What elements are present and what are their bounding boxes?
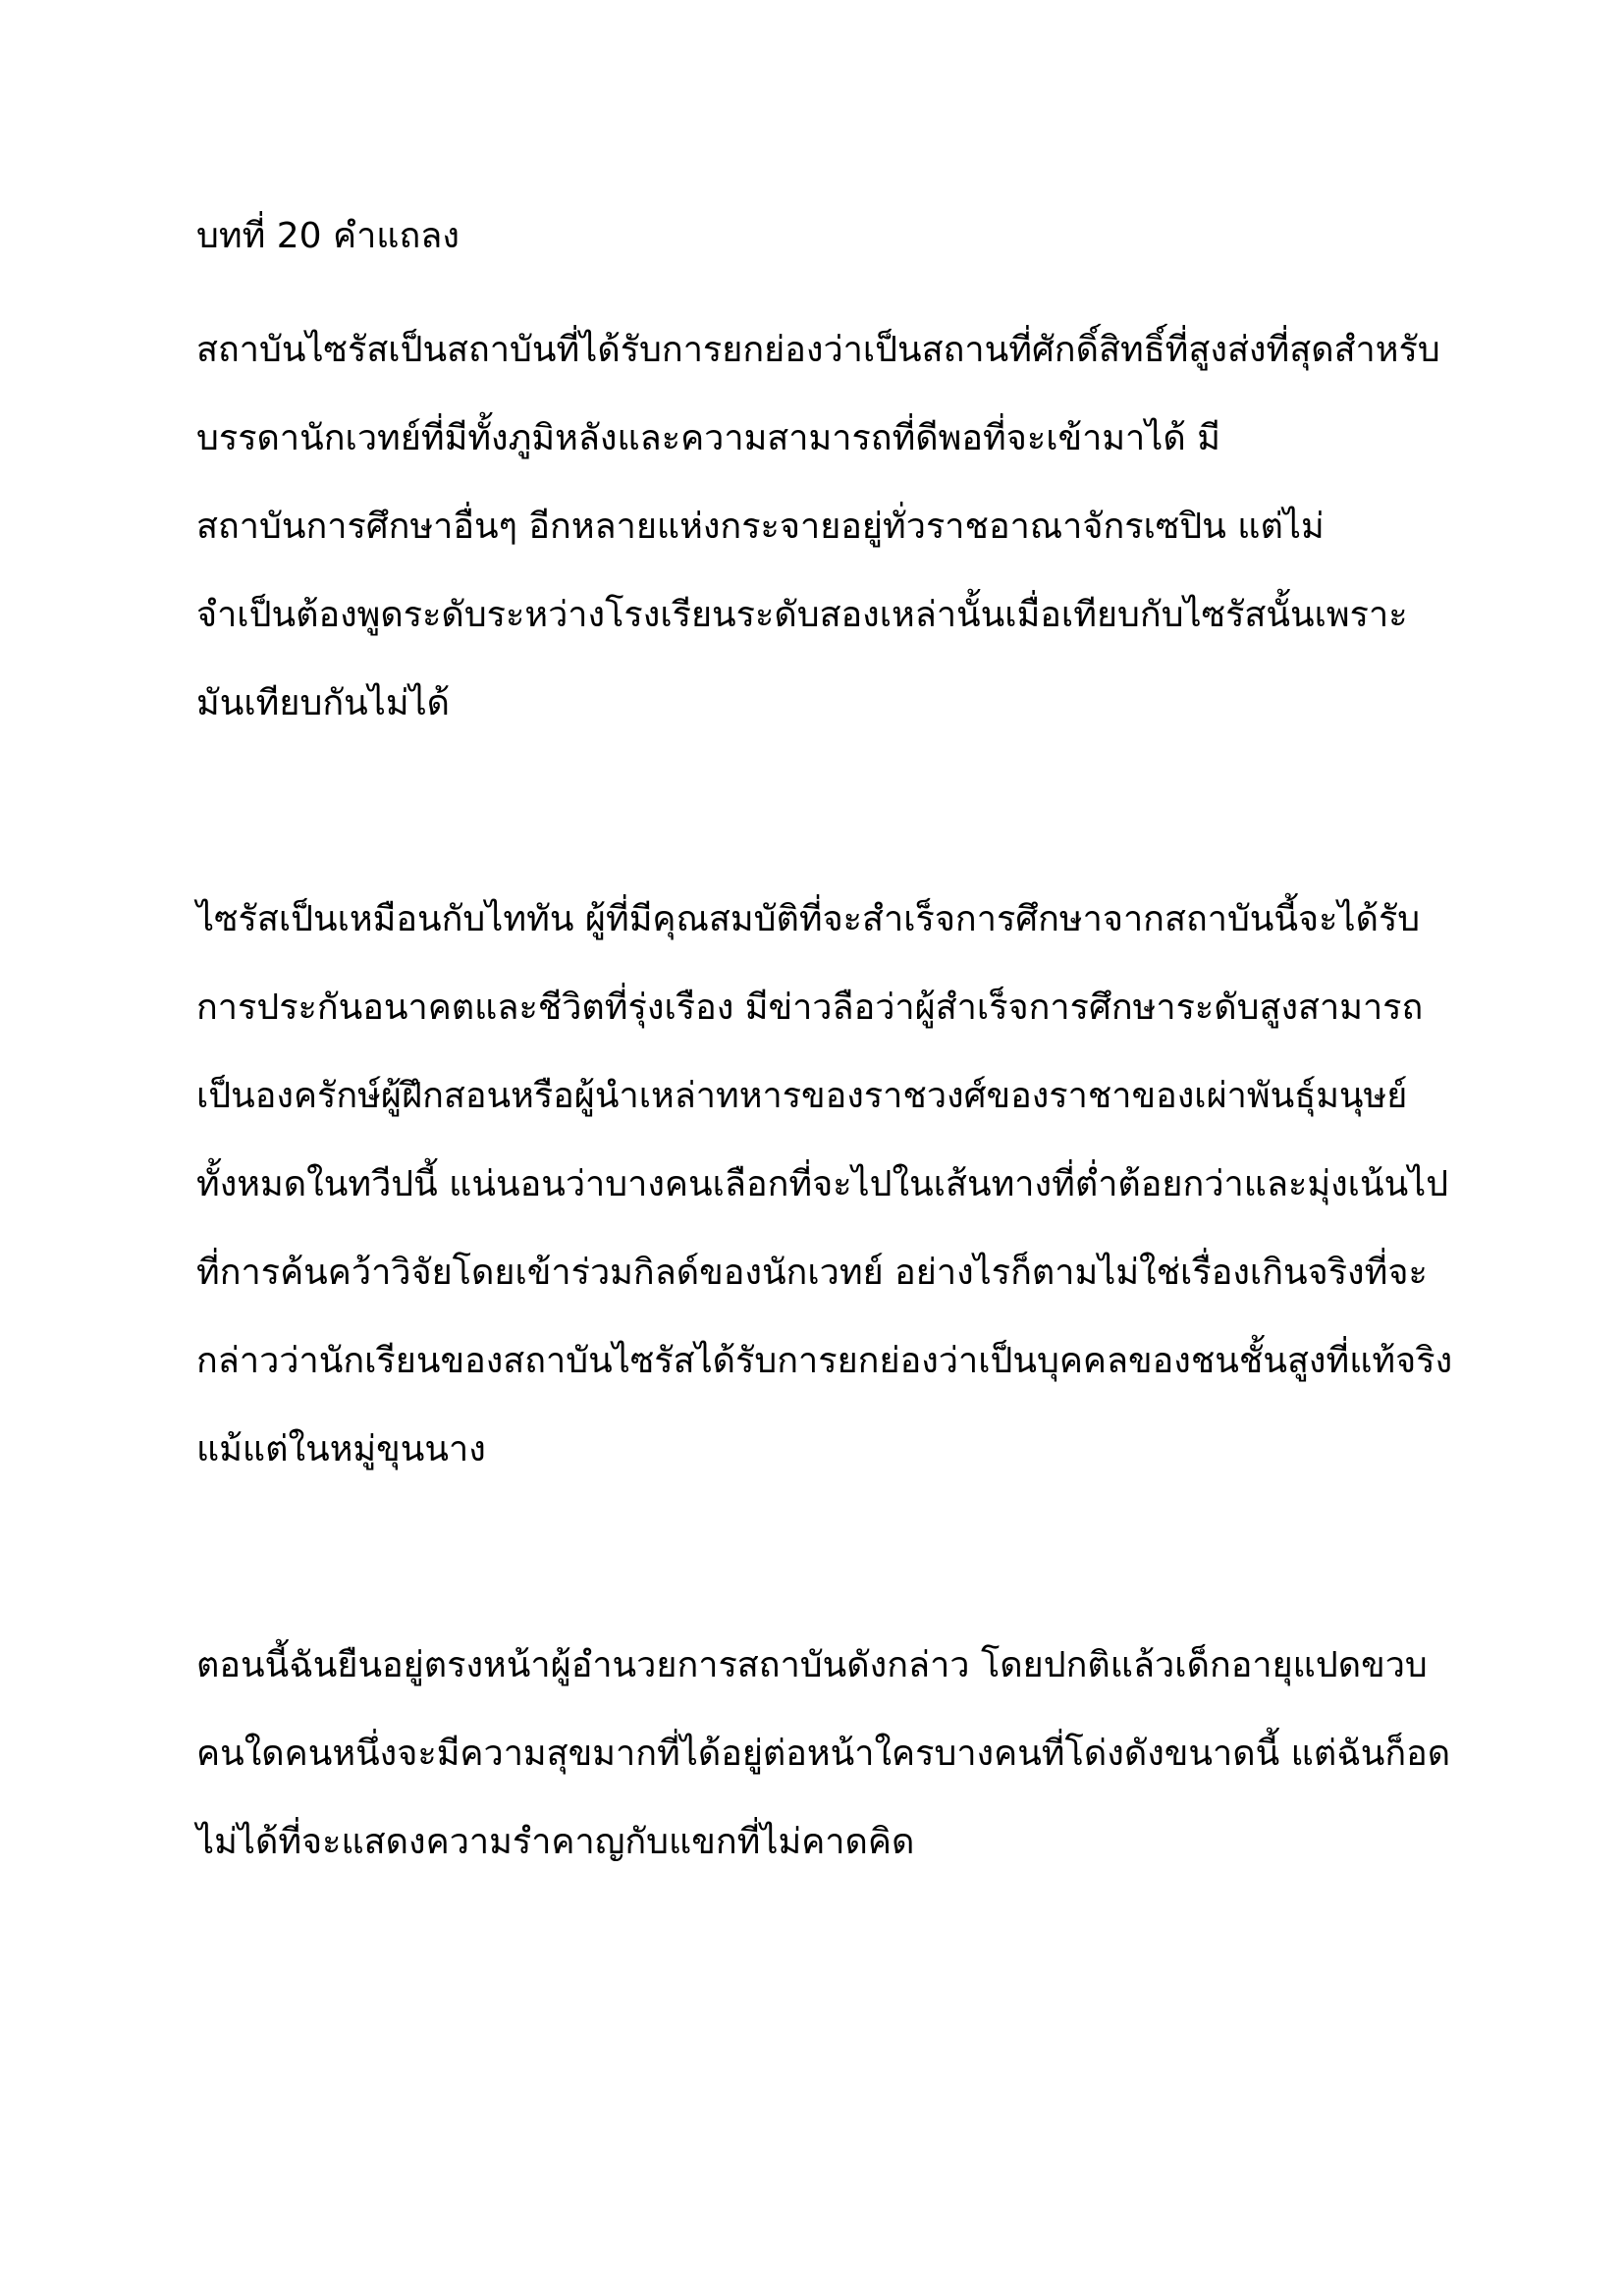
paragraph-line: ตอนนี้ฉันยืนอยู่ตรงหน้าผู้อำนวยการสถาบันดังกล่าว โดยปกติแล้วเด็กอายุแปดขวบ: [196, 1645, 1428, 1685]
paragraph-line: ที่การค้นคว้าวิจัยโดยเข้าร่วมกิลด์ของนักเวทย์ อย่างไรก็ตามไม่ใช่เรื่องเกินจริงที่จะ: [196, 1253, 1428, 1293]
paragraph-line: มันเทียบกันไม่ได้: [196, 683, 451, 723]
paragraph-line: ไม่ได้ที่จะแสดงความรำคาญกับแขกที่ไม่คาดคิด: [196, 1822, 915, 1862]
chapter-title: บทที่ 20 คำแถลง: [196, 216, 460, 256]
paragraph-line: แม้แต่ในหมู่ขุนนาง: [196, 1429, 486, 1469]
paragraph-line: ไซรัสเป็นเหมือนกับไททัน ผู้ที่มีคุณสมบัติที่จะสำเร็จการศึกษาจากสถาบันนี้จะได้รับ: [196, 899, 1421, 939]
paragraph-line: คนใดคนหนึ่งจะมีความสุขมากที่ได้อยู่ต่อหน้าใครบางคนที่โด่งดังขนาดนี้ แต่ฉันก็อด: [196, 1734, 1451, 1774]
paragraph-line: จำเป็นต้องพูดระดับระหว่างโรงเรียนระดับสองเหล่านั้นเมื่อเทียบกับไซรัสนั้นเพราะ: [196, 595, 1408, 635]
paragraph-line: บรรดานักเวทย์ที่มีทั้งภูมิหลังและความสามารถที่ดีพอที่จะเข้ามาได้ มี: [196, 418, 1220, 458]
paragraph-line: กล่าวว่านักเรียนของสถาบันไซรัสได้รับการยกย่องว่าเป็นบุคคลของชนชั้นสูงที่แท้จริง: [196, 1341, 1453, 1381]
paragraph-line: เป็นองครักษ์ผู้ฝึกสอนหรือผู้นำเหล่าทหารของราชวงศ์ของราชาของเผ่าพันธุ์มนุษย์: [196, 1076, 1408, 1116]
paragraph-line: สถาบันไซรัสเป็นสถาบันที่ได้รับการยกย่องว่าเป็นสถานที่ศักดิ์สิทธิ์ที่สูงส่งที่สุดสำหรับ: [196, 330, 1440, 370]
paragraph-line: ทั้งหมดในทวีปนี้ แน่นอนว่าบางคนเลือกที่จะไปในเส้นทางที่ต่ำต้อยกว่าและมุ่งเน้นไป: [196, 1164, 1449, 1204]
paragraph-line: การประกันอนาคตและชีวิตที่รุ่งเรือง มีข่าวลือว่าผู้สำเร็จการศึกษาระดับสูงสามารถ: [196, 988, 1424, 1028]
paragraph-line: สถาบันการศึกษาอื่นๆ อีกหลายแห่งกระจายอยู่ทั่วราชอาณาจักรเซปิน แต่ไม่: [196, 507, 1325, 547]
